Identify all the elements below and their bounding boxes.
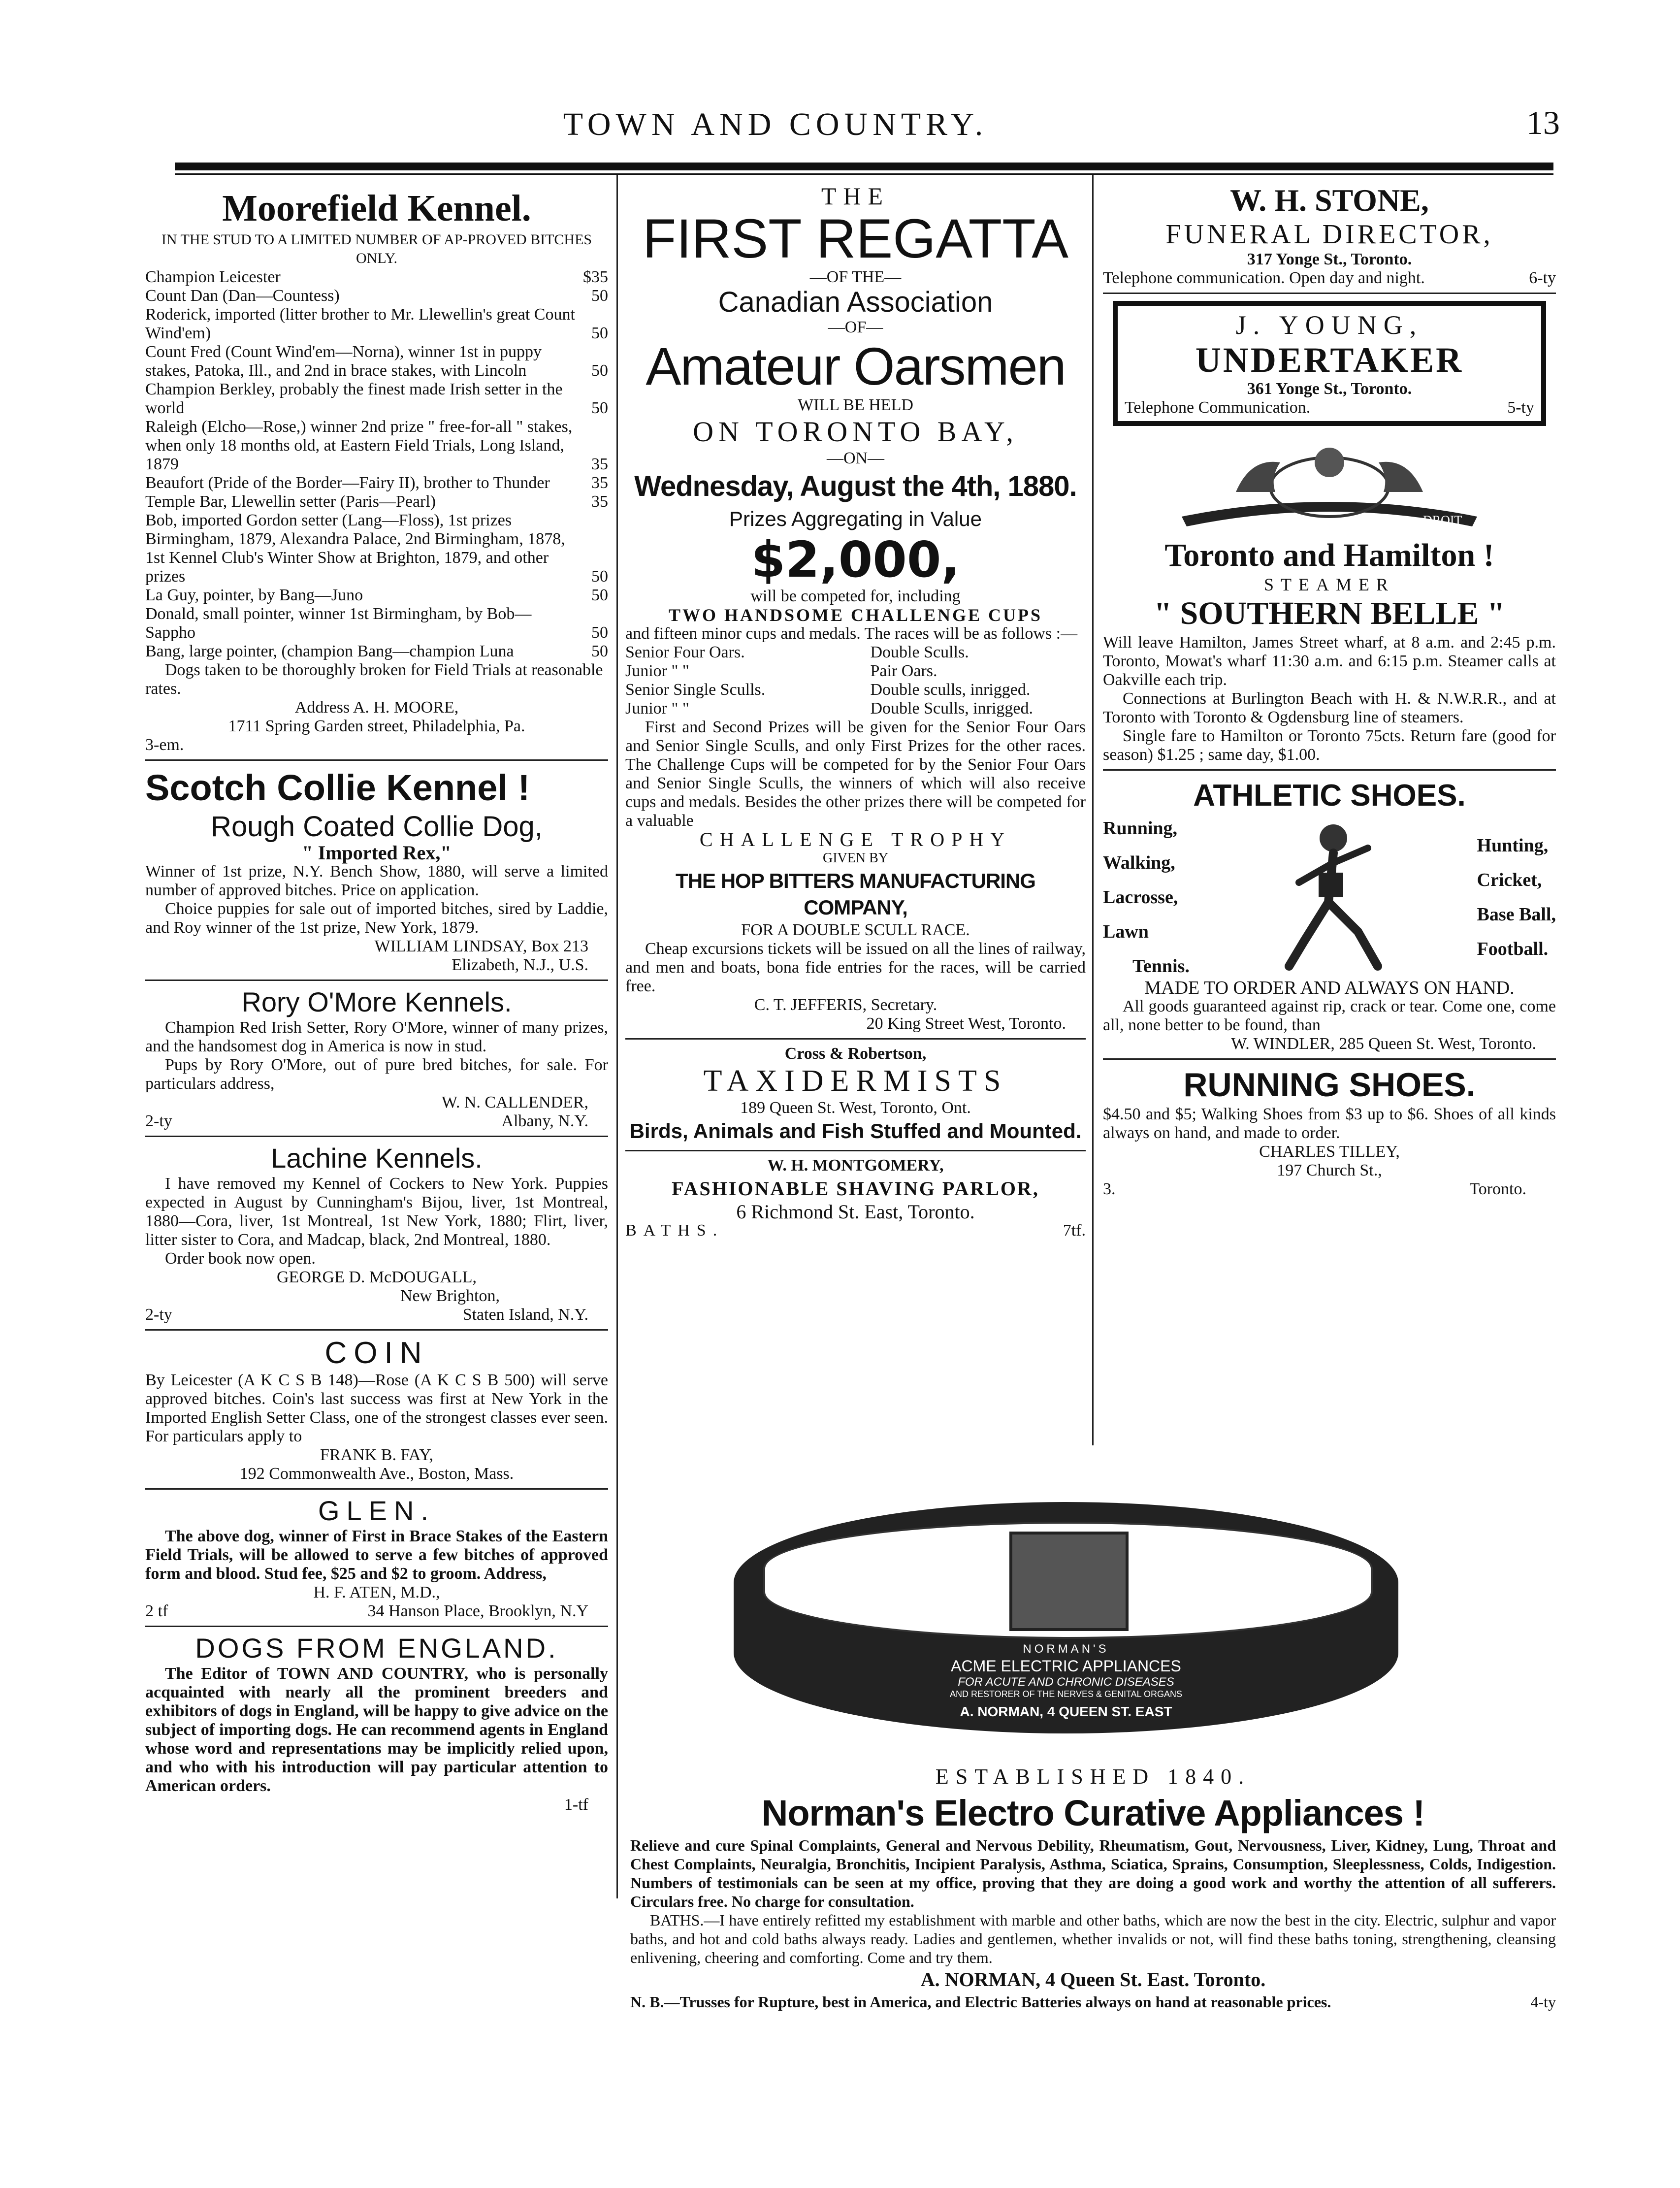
moorefield-entry (145, 268, 608, 287)
right-column (1103, 182, 1556, 1199)
regatta-excursion: Cheap excursions tickets will be issued on all the lines of railway, and men and boats, bona fide entries for the races, will be carried free. (625, 940, 1086, 995)
scotch-sig1: WILLIAM LINDSAY, Box 213 (374, 937, 588, 955)
moorefield-entry (145, 418, 608, 474)
moorefield-ad (145, 186, 608, 754)
steamer-label: STEAMER (1263, 575, 1395, 594)
shaving-title: FASHIONABLE SHAVING PARLOR, (672, 1177, 1039, 1200)
taxidermy-address: 189 Queen St. West, Toronto, Ont. (740, 1099, 971, 1117)
moorefield-note: Dogs taken to be thoroughly broken for Field Trials at reasonable rates. (145, 661, 603, 698)
lachine-title: Lachine Kennels. (271, 1143, 483, 1174)
divider (1103, 1058, 1556, 1060)
column-divider-left (616, 175, 618, 1898)
steamer-name: " SOUTHERN BELLE " (1154, 595, 1505, 631)
coin-ad (145, 1336, 608, 1483)
race-name: Double Sculls, inrigged. (870, 699, 1034, 718)
divider (145, 1626, 608, 1627)
stone-phone: Telephone communication. Open day and night. (1103, 269, 1425, 287)
entry-price: 50 (591, 567, 608, 586)
athletic-item: Hunting, (1477, 835, 1549, 856)
taxidermy-tagline: Birds, Animals and Fish Stuffed and Mounted. (629, 1119, 1082, 1143)
divider (625, 1150, 1086, 1151)
lachine-body: I have removed my Kennel of Cockers to New York. Puppies expected in August by Cunningham's Bijou, liver, 1st Montreal, 1880—Cora, liver, 1st Montreal, 1st New York, 1880; Flirt, liver, litter sister to Cora, and Madcap, black, 2nd Montreal, 1880. (145, 1175, 608, 1249)
entry-price: 50 (591, 399, 608, 417)
rory-title: Rory O'More Kennels. (241, 986, 512, 1017)
regatta-prizes: Prizes Aggregating in Value (729, 507, 982, 530)
coin-body: By Leicester (A K C S B 148)—Rose (A K C S B 500) will serve approved bitches. Coin's last success was first at New York in the Imported English Setter Class, one of the strongest classes ever seen. For particulars apply to (145, 1371, 608, 1445)
norman-ad (630, 1763, 1556, 2011)
moorefield-entry (145, 380, 608, 418)
entry-price: 50 (591, 361, 608, 380)
race-name: Junior " " (625, 662, 689, 680)
race-name: Junior " " (625, 699, 689, 718)
coin-sig2: 192 Commonwealth Ave., Boston, Mass. (239, 1465, 514, 1483)
regatta-given: GIVEN BY (823, 850, 888, 866)
entry-price: $35 (583, 268, 608, 286)
norman-body: Relieve and cure Spinal Complaints, General and Nervous Debility, Rheumatism, Gout, Nervousness, Liver, Kidney, Lung, Throat and Chest Complaints, Neuralgia, Bronchitis, Incipient Paralysis, Asthma, Sciatica, Sprains, Consumption, Sleeplessness, Colds, Indigestion. Numbers of testimonials can be seen at my office, proving that they are doing a good work and worthy the attention of all sufferers. Circulars free. No charge for consultation. (630, 1836, 1556, 1910)
entry-price: 50 (591, 642, 608, 660)
moorefield-subtitle: IN THE STUD TO A LIMITED NUMBER OF AP-PROVED BITCHES ONLY. (161, 231, 592, 266)
scotch-subtitle: Rough Coated Collie Dog, (211, 811, 543, 843)
lachine-code: 2-ty (145, 1306, 172, 1324)
regatta-amount: $2,000, (751, 531, 960, 588)
column-divider-right (1092, 175, 1094, 1445)
entry-name: Champion Leicester (145, 268, 281, 286)
regatta-cups: TWO HANDSOME CHALLENGE CUPS (668, 605, 1043, 625)
young-address: 361 Yonge St., Toronto. (1247, 380, 1412, 398)
regatta-the: THE (821, 182, 890, 210)
lachine-sig2: New Brighton, (400, 1287, 500, 1305)
coin-title: COIN (324, 1336, 429, 1370)
steamer-body: Will leave Hamilton, James Street wharf, at 8 a.m. and 2:45 p.m. Toronto, Mowat's wharf 11:30 a.m. and 6:15 p.m. Steamer calls at Oakville each trip. (1103, 633, 1556, 689)
young-code: 5-ty (1507, 398, 1534, 417)
glen-sig2: 34 Hanson Place, Brooklyn, N.Y (367, 1602, 588, 1620)
race-name: Senior Single Sculls. (625, 681, 766, 699)
shaving-address: 6 Richmond St. East, Toronto. (736, 1201, 975, 1223)
norman-baths: BATHS.—I have entirely refitted my establishment with marble and other baths, which are now the best in the city. Electric, sulphur and vapor baths, and hot and cold baths always ready. Ladies and gentlemen, whether invalids or not, will find these baths toning, strengthening, cleansing enlivening, cheering and comforting. Come and try them. (630, 1911, 1556, 1966)
belt-buckle-icon (1009, 1532, 1129, 1631)
regatta-on: —ON— (826, 449, 885, 467)
divider (625, 1038, 1086, 1040)
athletic-right-list (1477, 828, 1556, 966)
rory-sig2: Albany, N.Y. (501, 1112, 588, 1130)
divider (1103, 769, 1556, 771)
entry-price: 35 (591, 455, 608, 473)
stone-code: 6-ty (1529, 269, 1556, 287)
race-row (625, 681, 1086, 699)
runner-icon (1260, 818, 1407, 976)
entry-name: Temple Bar, Llewellin setter (Paris—Pearl) (145, 492, 436, 511)
coin-sig1: FRANK B. FAY, (320, 1446, 433, 1464)
glen-sig1: H. F. ATEN, M.D., (313, 1583, 440, 1601)
page-header-title: TOWN AND COUNTRY. (563, 106, 988, 142)
taxidermy-ad (625, 1045, 1086, 1145)
race-row (625, 699, 1086, 718)
regatta-intro: and fifteen minor cups and medals. The races will be as follows :— (625, 624, 1078, 643)
young-name: J. YOUNG, (1235, 310, 1423, 340)
coat-of-arms-icon (1108, 433, 1551, 531)
race-name: Pair Oars. (870, 662, 937, 680)
norman-sig: A. NORMAN, 4 Queen St. East. Toronto. (920, 1968, 1266, 1991)
lachine-ad (145, 1142, 608, 1324)
scotch-body: Winner of 1st prize, N.Y. Bench Show, 1880, will serve a limited number of approved bitches. Price on application. (145, 862, 608, 899)
athletic-item: Running, (1103, 818, 1178, 839)
lachine-sig1: GEORGE D. McDOUGALL, (276, 1268, 477, 1286)
belt-line1: NORMAN'S (1023, 1642, 1109, 1656)
moorefield-entry (145, 474, 608, 492)
steamer-route: Toronto and Hamilton ! (1164, 537, 1494, 573)
race-name: Senior Four Oars. (625, 643, 745, 661)
glen-ad (145, 1495, 608, 1621)
race-name: Double sculls, inrigged. (870, 681, 1031, 699)
page-number: 13 (1526, 104, 1560, 141)
athletic-title: ATHLETIC SHOES. (1193, 779, 1466, 813)
race-name: Double Sculls. (870, 643, 969, 661)
shaving-ad (625, 1156, 1086, 1240)
rory-body2: Pups by Rory O'More, out of pure bred bitches, for sale. For particulars address, (145, 1056, 608, 1093)
entry-price: 35 (591, 492, 608, 511)
rory-body: Champion Red Irish Setter, Rory O'More, winner of many prizes, and the handsomest dog in America is now in stud. (145, 1018, 608, 1055)
stone-ad (1103, 182, 1556, 288)
race-row (625, 643, 1086, 662)
running-sig2: 197 Church St., (1277, 1161, 1382, 1179)
regatta-trophy: CHALLENGE TROPHY (699, 828, 1012, 850)
scotch-sig2: Elizabeth, N.J., U.S. (452, 956, 588, 974)
dogs-code: 1-tf (564, 1796, 588, 1814)
entry-price: 35 (591, 474, 608, 492)
moorefield-entry (145, 586, 608, 605)
taxidermy-title: TAXIDERMISTS (703, 1064, 1008, 1098)
athletic-item: Lacrosse, (1103, 887, 1178, 908)
moorefield-entry (145, 305, 608, 343)
entry-name: Donald, small pointer, winner 1st Birmingham, by Bob—Sappho (145, 605, 532, 642)
moorefield-entry (145, 605, 608, 642)
moorefield-entry (145, 287, 608, 305)
regatta-ad (625, 182, 1086, 1033)
glen-body: The above dog, winner of First in Brace Stakes of the Eastern Field Trials, will be allowed to serve a few bitches of approved form and blood. Stud fee, $25 and $2 to groom. Address, (145, 1527, 608, 1583)
entry-price: 50 (591, 623, 608, 642)
entry-name: Bob, imported Gordon setter (Lang—Floss), 1st prizes Birmingham, 1879, Alexandra Palace, 2nd Birmingham, 1878, 1st Kennel Club's Winter Show at Brighton, 1879, and other prizes (145, 511, 565, 586)
divider (145, 980, 608, 981)
dogs-title: DOGS FROM ENGLAND. (195, 1633, 558, 1664)
athletic-left-list (1103, 811, 1190, 983)
moorefield-entry (145, 343, 608, 380)
moorefield-entry (145, 511, 608, 586)
regatta-held: WILL BE HELD (798, 396, 913, 414)
dogs-england-ad (145, 1632, 608, 1814)
entry-price: 50 (591, 586, 608, 604)
running-code: 3. (1103, 1180, 1116, 1198)
belt-line4: AND RESTORER OF THE NERVES & GENITAL ORGANS (949, 1689, 1183, 1699)
young-ad (1113, 301, 1546, 426)
stone-address: 317 Yonge St., Toronto. (1247, 250, 1412, 268)
athletic-item: Football. (1477, 939, 1549, 959)
entry-name: Count Fred (Count Wind'em—Norna), winner 1st in puppy stakes, Patoka, Ill., and 2nd in brace stakes, with Lincoln (145, 343, 542, 380)
regatta-company: THE HOP BITTERS MANUFACTURING COMPANY, (676, 869, 1035, 919)
scotch-collie-ad (145, 766, 608, 975)
running-body: $4.50 and $5; Walking Shoes from $3 up to $6. Shoes of all kinds always on hand, and made to order. (1103, 1105, 1556, 1142)
stone-name: W. H. STONE, (1230, 183, 1429, 218)
belt-line2: ACME ELECTRIC APPLIANCES (951, 1657, 1181, 1675)
athletic-item: Base Ball, (1477, 904, 1556, 925)
entry-name: Raleigh (Elcho—Rose,) winner 2nd prize " free-for-all " stakes, when only 18 months old, at Eastern Field Trials, Long Island, 1879 (145, 418, 573, 473)
regatta-sig1: C. T. JEFFERIS, Secretary. (754, 996, 937, 1014)
race-row (625, 662, 1086, 681)
athletic-item: Lawn (1103, 921, 1149, 942)
scotch-dog-name: " Imported Rex," (302, 842, 452, 864)
divider (145, 1488, 608, 1490)
divider (1103, 293, 1556, 294)
electric-belt-illustration (734, 1502, 1398, 1733)
entry-price: 50 (591, 287, 608, 305)
rory-ad (145, 986, 608, 1131)
moorefield-title: Moorefield Kennel. (222, 188, 531, 229)
divider (145, 1329, 608, 1331)
middle-column (625, 182, 1086, 1240)
lachine-sig3: Staten Island, N.Y. (462, 1306, 588, 1324)
glen-code: 2 tf (145, 1602, 168, 1620)
athletic-sig: W. WINDLER, 285 Queen St. West, Toronto. (1231, 1035, 1536, 1053)
left-column (145, 182, 608, 1814)
running-sig3: Toronto. (1469, 1180, 1526, 1198)
rory-sig1: W. N. CALLENDER, (441, 1093, 588, 1111)
norman-established: ESTABLISHED 1840. (935, 1764, 1251, 1789)
athletic-body: All goods guaranteed against rip, crack or tear. Come one, come all, none better to be found, than (1103, 997, 1556, 1034)
entry-price: 50 (591, 324, 608, 342)
shaving-name: W. H. MONTGOMERY, (767, 1156, 944, 1175)
moorefield-address1: Address A. H. MOORE, (294, 698, 459, 717)
norman-nb: N. B.—Trusses for Rupture, best in America, and Electric Batteries always on hand at reasonable prices. (630, 1993, 1331, 2011)
stone-title: FUNERAL DIRECTOR, (1165, 219, 1493, 250)
header-rule (175, 163, 1553, 170)
moorefield-address2: 1711 Spring Garden street, Philadelphia, Pa. (228, 717, 525, 735)
athletic-made: MADE TO ORDER AND ALWAYS ON HAND. (1144, 978, 1515, 998)
divider (145, 1136, 608, 1137)
running-sig1: CHARLES TILLEY, (1259, 1143, 1400, 1161)
shaving-code: 7tf. (1063, 1221, 1086, 1240)
norman-title: Norman's Electro Curative Appliances ! (761, 1793, 1425, 1833)
shaving-baths: BATHS. (625, 1221, 724, 1240)
moorefield-entry (145, 492, 608, 511)
moorefield-entries (145, 268, 608, 661)
steamer-body2: Connections at Burlington Beach with H. & N.W.R.R., and at Toronto with Toronto & Ogdensburg line of steamers. (1103, 689, 1556, 726)
glen-title: GLEN. (318, 1495, 436, 1526)
belt-line3: FOR ACUTE AND CHRONIC DISEASES (958, 1675, 1174, 1689)
entry-name: Bang, large pointer, (champion Bang—champion Luna (145, 642, 514, 660)
rory-code: 2-ty (145, 1112, 172, 1130)
regatta-sig2: 20 King Street West, Toronto. (866, 1014, 1066, 1033)
lachine-body2: Order book now open. (165, 1249, 316, 1268)
entry-name: Beaufort (Pride of the Border—Fairy II), brother to Thunder (145, 474, 550, 492)
regatta-competed: will be competed for, including (750, 587, 961, 605)
steamer-ad (1103, 433, 1556, 764)
athletic-item: Tennis. (1132, 956, 1190, 977)
header-rule-thin (175, 173, 1553, 175)
scotch-body2: Choice puppies for sale out of imported bitches, sired by Laddie, and Roy winner of the 1st prize, New York, 1879. (145, 900, 608, 937)
regatta-for-race: FOR A DOUBLE SCULL RACE. (741, 921, 970, 939)
regatta-body: First and Second Prizes will be given for the Senior Four Oars and Senior Single Sculls, and only First Prizes for the other races. The Challenge Cups will be competed for by the Senior Four Oars and Senior Single Sculls, the winners of which will also receive cups and medals. Besides the other prizes there will be competed for a valuable (625, 718, 1086, 830)
dogs-body: The Editor of TOWN AND COUNTRY, who is personally acquainted with nearly all the prominent breeders and exhibitors of dogs in England, will be happy to give advice on the subject of importing dogs. He can recommend agents in England whose word and representations may be implicitly relied upon, and who with his introduction will pay particular attention to American orders. (145, 1665, 608, 1795)
norman-code: 4-ty (1530, 1993, 1556, 2011)
running-ad (1103, 1065, 1556, 1199)
moorefield-entry (145, 642, 608, 661)
scotch-title: Scotch Collie Kennel ! (145, 767, 530, 808)
regatta-races (625, 643, 1086, 718)
regatta-oarsmen: Amateur Oarsmen (646, 336, 1066, 396)
moorefield-code: 3-em. (145, 736, 184, 754)
athletic-item: Cricket, (1477, 870, 1542, 890)
athletic-ad (1103, 776, 1556, 1053)
young-title: UNDERTAKER (1195, 340, 1464, 380)
divider (145, 759, 608, 761)
running-title: RUNNING SHOES. (1183, 1066, 1476, 1104)
taxidermy-firm: Cross & Robertson, (784, 1045, 927, 1063)
regatta-of: —OF— (828, 318, 883, 336)
steamer-body3: Single fare to Hamilton or Toronto 75cts. Return fare (good for season) $1.25 ; same day, $1.00. (1103, 727, 1556, 764)
young-phone: Telephone Communication. (1125, 398, 1311, 417)
entry-name: Count Dan (Dan—Countess) (145, 287, 340, 305)
regatta-title: FIRST REGATTA (643, 208, 1068, 269)
entry-name: La Guy, pointer, by Bang—Juno (145, 586, 363, 604)
regatta-association: Canadian Association (718, 286, 993, 318)
entry-name: Champion Berkley, probably the finest made Irish setter in the world (145, 380, 563, 417)
entry-name: Roderick, imported (litter brother to Mr. Llewellin's great Count Wind'em) (145, 305, 575, 342)
regatta-bay: ON TORONTO BAY, (693, 416, 1018, 448)
regatta-of-the: —OF THE— (809, 268, 902, 286)
motto-text: DROIT (1423, 513, 1462, 527)
regatta-date: Wednesday, August the 4th, 1880. (634, 470, 1077, 502)
athletic-item: Walking, (1103, 852, 1175, 873)
belt-line5: A. NORMAN, 4 QUEEN ST. EAST (960, 1704, 1172, 1719)
